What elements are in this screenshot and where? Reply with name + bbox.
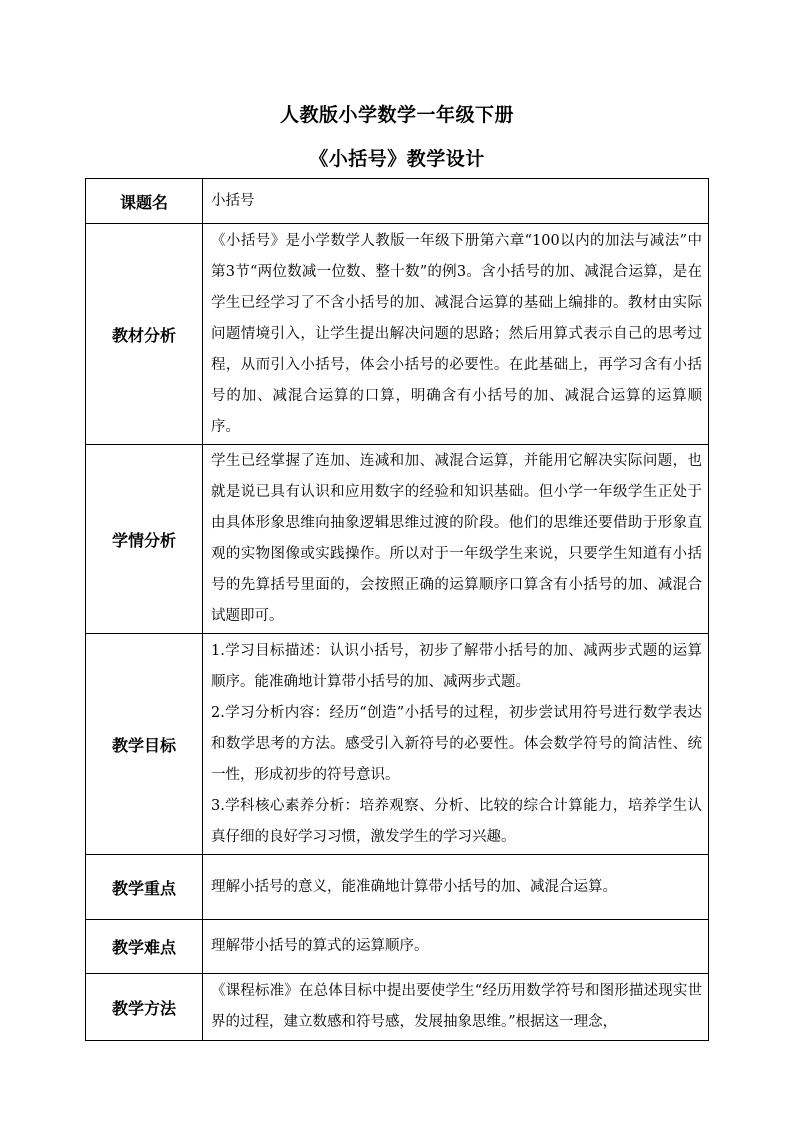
table-row-topic bbox=[86, 179, 709, 224]
table-row-teaching-methods bbox=[86, 974, 709, 1041]
content-paragraph: 理解小括号的意义，能准确地计算带小括号的加、减混合运算。 bbox=[211, 878, 617, 895]
content-paragraph: 《课程标准》在总体目标中提出要使学生“经历用数学符号和图形描述现实世界的过程，建立数感和符号感，发展抽象思维。”根据这一理念， bbox=[211, 983, 702, 1030]
row-label: 教学难点 bbox=[86, 920, 203, 974]
row-content bbox=[203, 445, 709, 634]
content-paragraph: 1.学习目标描述：认识小括号，初步了解带小括号的加、减两步式题的运算顺序。能准确地计算带小括号的加、减两步式题。 bbox=[211, 642, 702, 690]
row-label: 教材分析 bbox=[86, 224, 203, 445]
row-content bbox=[203, 920, 709, 974]
document-title: 人教版小学数学一年级下册 bbox=[279, 104, 514, 126]
row-content bbox=[203, 224, 709, 445]
content-paragraph: 学生已经掌握了连加、连减和加、减混合运算，并能用它解决实际问题，也就是说已具有认识和应用数字的经验和知识基础。但小学一年级学生正处于由具体形象思维向抽象逻辑思维过渡的阶段。他们的思维还要借助于形象直观的实物图像或实践操作。所以对于一年级学生来说，只要学生知道有小括号的先算括号里面的，会按照正确的运算顺序口算含有小括号的加、减混合试题即可。 bbox=[211, 453, 702, 624]
row-label: 教学重点 bbox=[86, 855, 203, 920]
row-label: 教学方法 bbox=[86, 974, 203, 1041]
content-paragraph: 《小括号》是小学数学人教版一年级下册第六章“100以内的加法与减法”中第3节“两位数减一位数、整十数”的例3。含小括号的加、减混合运算，是在学生已经学习了不含小括号的加、减混合运算的基础上编排的。教材由实际问题情境引入，让学生提出解决问题的思路；然后用算式表示自己的思考过程，从而引入小括号，体会小括号的必要性。在此基础上，再学习含有小括号的加、减混合运算的口算，明确含有小括号的加、减混合运算的运算顺序。 bbox=[211, 232, 702, 435]
row-content bbox=[203, 634, 709, 855]
table-row-difficulties bbox=[86, 920, 709, 974]
row-content bbox=[203, 855, 709, 920]
table-row-textbook-analysis bbox=[86, 224, 709, 445]
row-content bbox=[203, 974, 709, 1041]
content-paragraph: 理解带小括号的算式的运算顺序。 bbox=[211, 938, 429, 954]
content-paragraph: 3.学科核心素养分析：培养观察、分析、比较的综合计算能力，培养学生认真仔细的良好学习习惯，激发学生的学习兴趣。 bbox=[211, 797, 702, 845]
row-label: 学情分析 bbox=[86, 445, 203, 634]
row-content bbox=[203, 179, 709, 224]
row-label: 课题名 bbox=[86, 179, 203, 224]
table-row-teaching-goals bbox=[86, 634, 709, 855]
document-subtitle: 《小括号》教学设计 bbox=[309, 148, 485, 170]
row-label: 教学目标 bbox=[86, 634, 203, 855]
content-paragraph: 小括号 bbox=[211, 192, 255, 209]
lesson-plan-table bbox=[85, 178, 709, 1041]
table-row-key-points bbox=[86, 855, 709, 920]
table-row-student-analysis bbox=[86, 445, 709, 634]
content-paragraph: 2.学习分析内容：经历“创造”小括号的过程，初步尝试用符号进行数学表达和数学思考的方法。感受引入新符号的必要性。体会数学符号的简洁性、统一性，形成初步的符号意识。 bbox=[211, 704, 702, 783]
